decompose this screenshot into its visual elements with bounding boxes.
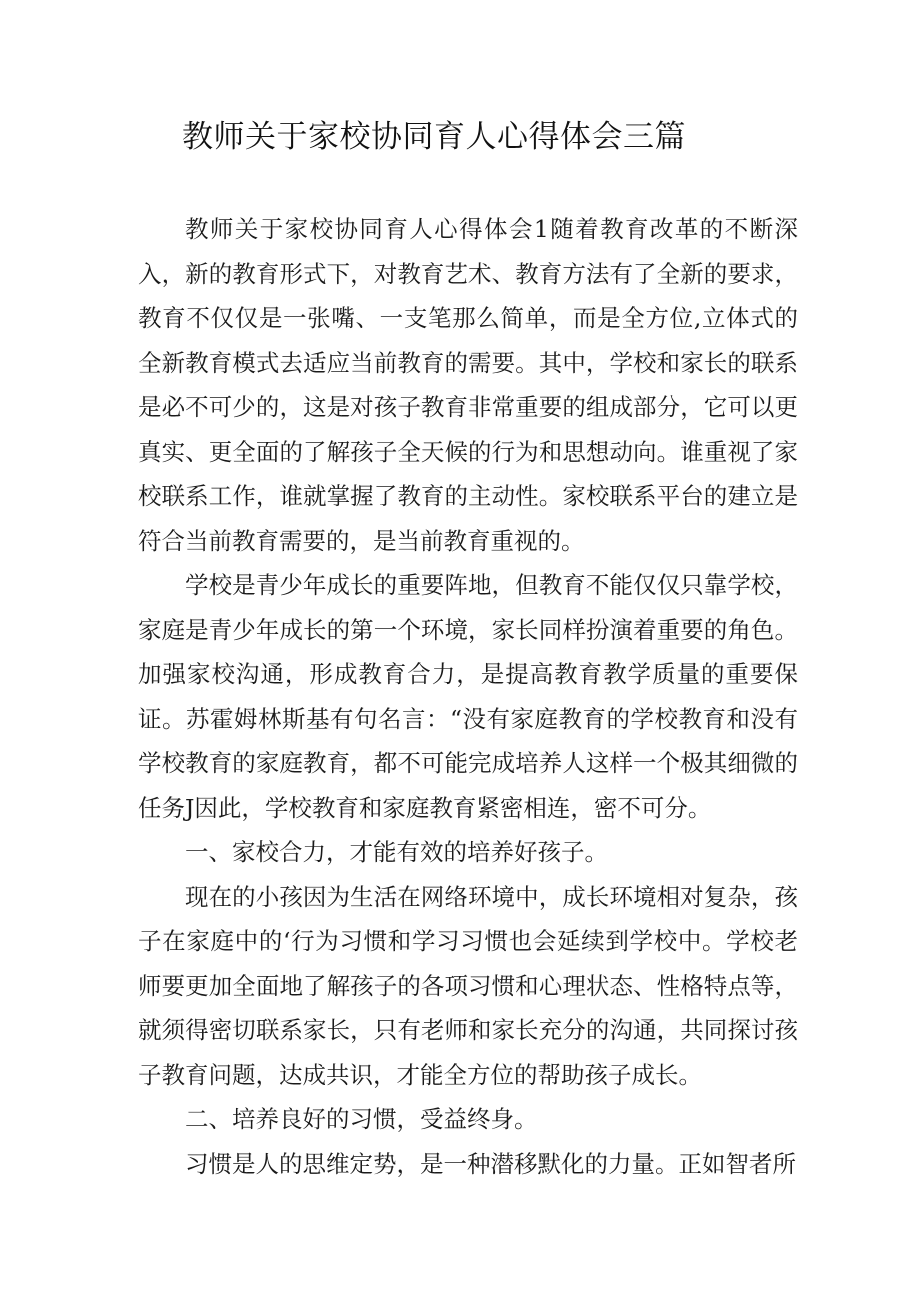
paragraph-school-family: 学校是青少年成长的重要阵地，但教育不能仅仅只靠学校，家庭是青少年成长的第一个环境，家长同样扮演着重要的角色。加强家校沟通，形成教育合力，是提高教育教学质量的重要保证。苏霍姆林斯基有句名言：“没有家庭教育的学校教育和没有学校教育的家庭教育，都不可能完成培养人这样一个极其细微的任务J因此，学校教育和家庭教育紧密相连，密不可分。 [138,571,798,822]
section-heading-1: 一、家校合力，才能有效的培养好孩子。 [185,838,608,866]
paragraph-section-2: 习惯是人的思维定势，是一种潜移默化的力量。正如智者所 [185,1149,796,1178]
paragraph-intro: 教师关于家校协同育人心得体会1随着教育改革的不断深入，新的教育形式下，对教育艺术、教育方法有了全新的要求，教育不仅仅是一张嘴、一支笔那么简单，而是全方位,立体式的全新教育模式去适应当前教育的需要。其中，学校和家长的联系是必不可少的，这是对孩子教育非常重要的组成部分，它可以更真实、更全面的了解孩子全天候的行为和思想动向。谁重视了家校联系工作，谁就掌握了教育的主动性。家校联系平台的建立是符合当前教育需要的，是当前教育重视的。 [138,215,798,555]
section-heading-2: 二、培养良好的习惯，受益终身。 [185,1105,538,1133]
document-body [138,207,798,1186]
document-title: 教师关于家校协同育人心得体会三篇 [182,119,686,155]
paragraph-section-1: 现在的小孩因为生活在网络环境中，成长环境相对复杂，孩子在家庭中的‘行为习惯和学习习惯也会延续到学校中。学校老师要更加全面地了解孩子的各项习惯和心理状态、性格特点等，就须得密切联系家长，只有老师和家长充分的沟通，共同探讨孩子教育问题，达成共识，才能全方位的帮助孩子成长。 [138,882,798,1089]
